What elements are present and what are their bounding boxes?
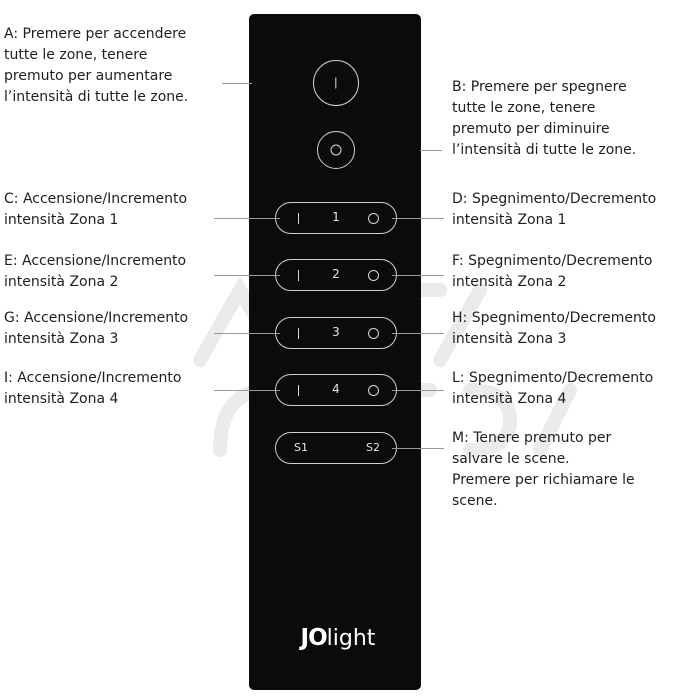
logo-bold-part: JO	[300, 625, 327, 651]
leader-line-i	[214, 390, 280, 391]
logo-light-part: light	[326, 626, 376, 651]
on-symbol-icon	[335, 78, 336, 89]
leader-line-f	[392, 275, 444, 276]
leader-line-h	[392, 333, 444, 334]
off-symbol-icon	[331, 145, 342, 156]
zone-1-number: 1	[332, 210, 340, 224]
zone-2-number: 2	[332, 267, 340, 281]
leader-line-m	[392, 448, 444, 449]
zone-4-button[interactable]	[275, 374, 397, 406]
label-a: A: Premere per accendere tutte le zone, tenere premuto per aumentare l’intensità di tutte le zone.	[4, 26, 189, 105]
zone-3-number: 3	[332, 325, 340, 339]
leader-line-g	[214, 333, 280, 334]
all-zones-off-button[interactable]	[317, 131, 355, 169]
label-e: E: Accensione/Incremento intensità Zona 2	[4, 253, 187, 290]
zone-3-off-icon	[368, 328, 379, 339]
leader-line-c	[214, 218, 280, 219]
leader-line-l	[392, 390, 444, 391]
scene-1-label: S1	[294, 441, 308, 454]
scene-2-label: S2	[366, 441, 380, 454]
leader-line-d	[392, 218, 444, 219]
label-c: C: Accensione/Incremento intensità Zona 1	[4, 191, 188, 228]
zone-4-off-icon	[368, 385, 379, 396]
scene-button[interactable]	[275, 432, 397, 464]
label-b: B: Premere per spegnere tutte le zone, tenere premuto per diminuire l’intensità di tutte le zone.	[452, 79, 637, 158]
label-i: I: Accensione/Incremento intensità Zona 4	[4, 370, 182, 407]
brand-logo	[283, 623, 393, 654]
zone-1-button[interactable]	[275, 202, 397, 234]
all-zones-on-button[interactable]	[313, 60, 359, 106]
remote-control-body	[249, 14, 421, 690]
leader-line-a	[222, 83, 252, 84]
zone-4-number: 4	[332, 382, 340, 396]
label-d: D: Spegnimento/Decremento intensità Zona 1	[452, 191, 657, 228]
label-m: M: Tenere premuto per salvare le scene. Premere per richiamare le scene.	[452, 430, 635, 509]
label-f: F: Spegnimento/Decremento intensità Zona 2	[452, 253, 653, 290]
label-l: L: Spegnimento/Decremento intensità Zona 4	[452, 370, 654, 407]
zone-2-off-icon	[368, 270, 379, 281]
zone-3-button[interactable]	[275, 317, 397, 349]
label-g: G: Accensione/Incremento intensità Zona 3	[4, 310, 189, 347]
label-h: H: Spegnimento/Decremento intensità Zona 3	[452, 310, 656, 347]
zone-1-off-icon	[368, 213, 379, 224]
leader-line-b	[420, 150, 442, 151]
zone-2-button[interactable]	[275, 259, 397, 291]
leader-line-e	[214, 275, 280, 276]
